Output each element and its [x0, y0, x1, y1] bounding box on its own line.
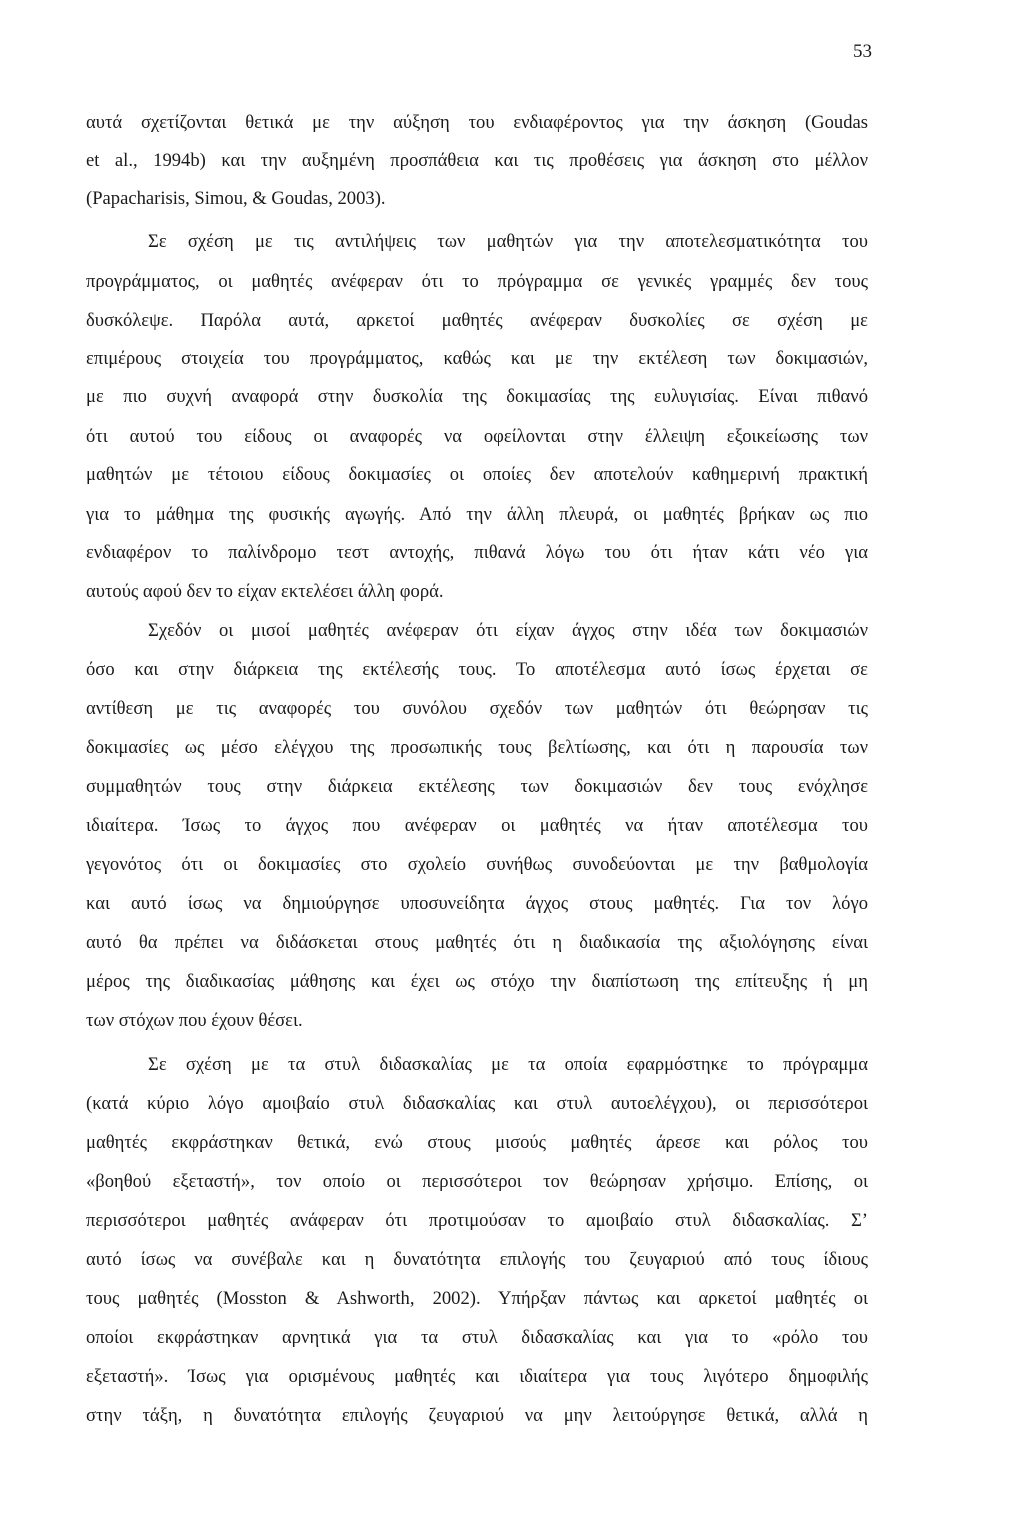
text-line: στην τάξη, η δυνατότητα επιλογής ζευγαριού να μην λειτούργησε θετικά, αλλά η [86, 1405, 868, 1426]
page-number: 53 [853, 41, 872, 62]
text-line: δοκιμασίες ως μέσο ελέγχου της προσωπικής τους βελτίωσης, και ότι η παρουσία των [86, 737, 868, 758]
paragraph-first-line: Σε σχέση με τα στυλ διδασκαλίας με τα οποία εφαρμόστηκε το πρόγραμμα [148, 1054, 868, 1075]
text-line: με πιο συχνή αναφορά στην δυσκολία της δοκιμασίας της ευλυγισίας. Είναι πιθανό [86, 386, 868, 407]
text-line: δυσκόλεψε. Παρόλα αυτά, αρκετοί μαθητές ανέφεραν δυσκολίες σε σχέση με [86, 310, 868, 331]
text-line: ενδιαφέρον το παλίνδρομο τεστ αντοχής, πιθανά λόγω του ότι ήταν κάτι νέο για [86, 542, 868, 563]
text-line: αυτό ίσως να συνέβαλε και η δυνατότητα επιλογής του ζευγαριού από τους ίδιους [86, 1249, 868, 1270]
text-line: συμμαθητών τους στην διάρκεια εκτέλεσης των δοκιμασιών δεν τους ενόχλησε [86, 776, 868, 797]
text-line: μαθητών με τέτοιου είδους δοκιμασίες οι οποίες δεν αποτελούν καθημερινή πρακτική [86, 464, 868, 485]
text-line: (Papacharisis, Simou, & Goudas, 2003). [86, 188, 386, 209]
text-line: μέρος της διαδικασίας μάθησης και έχει ως στόχο την διαπίστωση της επίτευξης ή μη [86, 971, 868, 992]
text-line: όσο και στην διάρκεια της εκτέλεσής τους. Το αποτέλεσμα αυτό ίσως έρχεται σε [86, 659, 868, 680]
text-line: προγράμματος, οι μαθητές ανέφεραν ότι το πρόγραμμα σε γενικές γραμμές δεν τους [86, 271, 868, 292]
text-line: αυτά σχετίζονται θετικά με την αύξηση του ενδιαφέροντος για την άσκηση (Goudas [86, 112, 868, 133]
text-line: et al., 1994b) και την αυξημένη προσπάθεια και τις προθέσεις για άσκηση στο μέλλον [86, 150, 868, 171]
text-line: για το μάθημα της φυσικής αγωγής. Από την άλλη πλευρά, οι μαθητές βρήκαν ως πιο [86, 504, 868, 525]
text-line: μαθητές εκφράστηκαν θετικά, ενώ στους μισούς μαθητές άρεσε και ρόλος του [86, 1132, 868, 1153]
paragraph-first-line: Σχεδόν οι μισοί μαθητές ανέφεραν ότι είχαν άγχος στην ιδέα των δοκιμασιών [148, 620, 868, 641]
text-line: ιδιαίτερα. Ίσως το άγχος που ανέφεραν οι μαθητές να ήταν αποτέλεσμα του [86, 815, 868, 836]
text-line: αυτό θα πρέπει να διδάσκεται στους μαθητές ότι η διαδικασία της αξιολόγησης είναι [86, 932, 868, 953]
text-line: περισσότεροι μαθητές ανάφεραν ότι προτιμούσαν το αμοιβαίο στυλ διδασκαλίας. Σ’ [86, 1210, 868, 1231]
text-line: αυτούς αφού δεν το είχαν εκτελέσει άλλη φορά. [86, 581, 444, 602]
paragraph-first-line: Σε σχέση με τις αντιλήψεις των μαθητών για την αποτελεσματικότητα του [148, 231, 868, 252]
text-line: και αυτό ίσως να δημιούργησε υποσυνείδητα άγχος στους μαθητές. Για τον λόγο [86, 893, 868, 914]
text-line: των στόχων που έχουν θέσει. [86, 1010, 303, 1031]
text-line: επιμέρους στοιχεία του προγράμματος, καθώς και με την εκτέλεση των δοκιμασιών, [86, 348, 868, 369]
text-line: (κατά κύριο λόγο αμοιβαίο στυλ διδασκαλίας και στυλ αυτοελέγχου), οι περισσότεροι [86, 1093, 868, 1114]
text-line: αντίθεση με τις αναφορές του συνόλου σχεδόν των μαθητών ότι θεώρησαν τις [86, 698, 868, 719]
text-line: γεγονότος ότι οι δοκιμασίες στο σχολείο συνήθως συνοδεύονται με την βαθμολογία [86, 854, 868, 875]
text-line: «βοηθού εξεταστή», τον οποίο οι περισσότεροι τον θεώρησαν χρήσιμο. Επίσης, οι [86, 1171, 868, 1192]
text-line: τους μαθητές (Mosston & Ashworth, 2002). Υπήρξαν πάντως και αρκετοί μαθητές οι [86, 1288, 868, 1309]
text-line: εξεταστή». Ίσως για ορισμένους μαθητές και ιδιαίτερα για τους λιγότερο δημοφιλής [86, 1366, 868, 1387]
text-line: οποίοι εκφράστηκαν αρνητικά για τα στυλ διδασκαλίας και για το «ρόλο του [86, 1327, 868, 1348]
text-line: ότι αυτού του είδους οι αναφορές να οφείλονται στην έλλειψη εξοικείωσης των [86, 426, 868, 447]
